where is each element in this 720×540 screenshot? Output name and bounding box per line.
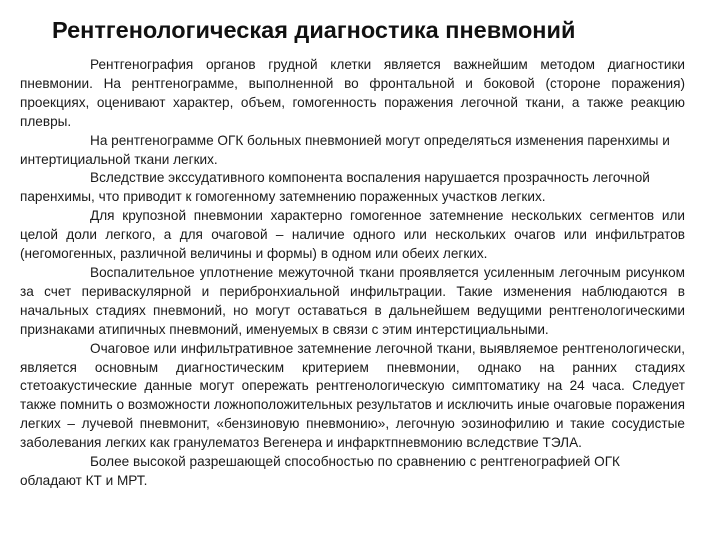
paragraph-lobar-focal: Для крупозной пневмонии характерно гомогенное затемнение нескольких сегментов или целой доли легкого, а для очаговой – наличие одного или нескольких очагов или инфильтратов (негомогенных, различной величины и формы) в одном или обеих легких. [20,208,685,262]
paragraph-parenchyma-changes: На рентгенограмме ОГК больных пневмонией могут определяться изменения паренхимы и интертициальной ткани легких. [20,132,670,167]
paragraph-exudative-component: Вследствие экссудативного компонента воспаления нарушается прозрачность легочной паренхимы, что приводит к гомогенному затемнению пораженных участков легких. [20,170,650,205]
paragraph-interstitial: Воспалительное уплотнение межуточной ткани проявляется усиленным легочным рисунком за счет периваскулярной и перибронхиальной инфильтрации. Такие изменения наблюдаются в начальных стадиях пневмоний, но могут оставаться в дальнейшем ведущими рентгенологическими признаками атипичных пневмоний, именуемых в связи с этим интерстициальными. [20,264,685,337]
paragraph-radiography-method: Рентгенография органов грудной клетки является важнейшим методом диагностики пневмонии. На рентгенограмме, выполненной во фронтальной и боковой (стороне поражения) проекциях, оценивают характер, объем, гомогенность поражения легочной ткани, а также реакцию плевры. [20,57,685,129]
paragraph-diagnostic-criterion: Очаговое или инфильтративное затемнение легочной ткани, выявляемое рентгенологически, является основным диагностическим критерием пневмонии, однако на ранних стадиях стетоакустические данные могут опережать рентгенологическую симптоматику на 24 часа. Следует также помнить о возможности ложноположительных результатов и исключить иные очаговые поражения легких – лучевой пневмонит, «бензиновую пневмонию», легочную эозинофилию и такие сосудистые заболевания легких как гранулематоз Вегенера и инфарктпневмонию вследствие ТЭЛА. [20,340,685,451]
paragraph-ct-mri: Более высокой разрешающей способностью по сравнению с рентгенографией ОГК обладают КТ и МРТ. [20,454,620,488]
body-text [20,56,685,491]
page-title: Рентгенологическая диагностика пневмоний [52,17,576,43]
